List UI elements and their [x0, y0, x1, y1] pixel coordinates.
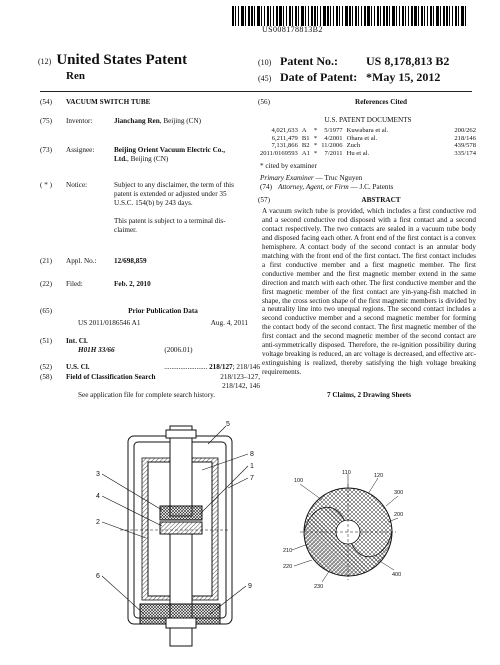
lower-flange — [166, 618, 196, 628]
assignee-line-1: Beijing Orient Vacuum Electric Co., — [114, 146, 225, 154]
abstract-field: (57) ABSTRACT — [258, 196, 478, 205]
reference-kind: A1 — [301, 149, 310, 157]
barcode-bar — [245, 6, 246, 26]
patent-date: *May 15, 2012 — [366, 70, 441, 84]
reference-name: Ohara et al. — [346, 134, 378, 142]
barcode-bar — [267, 6, 269, 26]
field-search: (58) Field of Classification Search 218/123–127, 218/142, 146 — [40, 373, 260, 390]
reference-name: Kuwabara et al. — [346, 127, 389, 134]
barcode-bar — [292, 6, 293, 26]
label-1: 1 — [250, 463, 254, 470]
reference-row — [258, 150, 478, 158]
date-code: (45) — [258, 74, 272, 83]
circle-label-230: 230 — [314, 584, 324, 590]
barcode-bar — [333, 6, 334, 26]
barcode-bar — [408, 6, 409, 26]
barcode-bar — [458, 6, 459, 26]
int-cl-class: H01H 33/66 — [78, 346, 115, 354]
int-cl-row — [78, 346, 248, 355]
barcode-bar — [402, 6, 404, 26]
circle-label-400: 400 — [392, 572, 402, 578]
prior-pub-field: (65) Prior Publication Data — [40, 307, 260, 316]
barcode-bar — [465, 6, 466, 26]
barcode-bar — [405, 6, 406, 26]
inventor-name: Jianchang Ren — [114, 117, 160, 125]
examiner-name: — Truc Nguyen — [315, 174, 363, 182]
inventor-surname: Ren — [66, 70, 85, 82]
barcode-bar — [364, 6, 366, 26]
patent-no-code: (10) — [258, 58, 272, 67]
reference-date: 4/2001 — [324, 134, 343, 142]
int-cl-field: (51) Int. Cl. — [40, 337, 88, 345]
barcode-bar — [238, 6, 239, 26]
barcode-bar — [455, 6, 457, 26]
reference-kind: B1 — [301, 134, 310, 142]
barcode-bar — [367, 6, 370, 26]
reference-row — [258, 135, 478, 143]
invention-title: VACUUM SWITCH TUBE — [66, 98, 151, 106]
patent-no-label: Patent No.: — [280, 54, 338, 68]
agent-name: — J.C. Patents — [350, 183, 394, 191]
int-cl-version: (2006.01) — [164, 346, 193, 354]
us-cl-value: 218/127 — [209, 363, 233, 371]
reference-row — [258, 142, 478, 150]
filed-field: (22) Filed: Feb. 2, 2010 — [40, 280, 260, 289]
reference-date: 5/1977 — [324, 127, 343, 134]
barcode-bar — [446, 6, 448, 26]
reference-kind: A — [301, 127, 307, 134]
references-table — [258, 127, 478, 157]
header-code: (12) — [38, 57, 52, 66]
barcode-bar — [261, 6, 262, 26]
barcode-bar — [276, 6, 278, 26]
barcode-bar — [461, 6, 464, 26]
vacuum-tube-drawing — [80, 418, 270, 658]
barcode-bar — [355, 6, 357, 26]
barcode-bar — [283, 6, 284, 26]
refs-field: (56) References Cited — [258, 98, 478, 107]
barcode-bar — [371, 6, 372, 26]
barcode-bar — [430, 6, 432, 26]
barcode-bar — [311, 6, 313, 26]
barcode-bar — [327, 6, 329, 26]
us-cl-field: (52) U.S. Cl. ........................ 218/127; 218/146 — [40, 363, 260, 371]
barcode-bar — [323, 6, 326, 26]
barcode-bar — [251, 6, 253, 26]
patent-header-right — [258, 54, 478, 86]
examiner-line: Primary Examiner — Truc Nguyen — [260, 174, 363, 182]
barcode-bar — [440, 6, 441, 26]
circle-label-300: 300 — [394, 490, 404, 496]
prior-pub-heading: Prior Publication Data — [128, 307, 198, 315]
barcode-bar — [345, 6, 348, 26]
label-9: 9 — [248, 583, 252, 590]
prior-pub-number: US 2011/0186546 A1 — [78, 319, 141, 327]
reference-number: 7,131,866 — [271, 142, 298, 150]
label-2: 2 — [96, 519, 100, 526]
barcode-bar — [424, 6, 425, 26]
circle-label-120: 120 — [374, 473, 384, 479]
assignee-field: (73) Assignee: Beijing Orient Vacuum Electric Co., Ltd., Beijing (CN) — [40, 146, 225, 163]
circle-label-200: 200 — [394, 512, 404, 518]
label-7: 7 — [250, 475, 254, 482]
barcode-bar — [418, 6, 419, 26]
barcode-bar — [383, 6, 385, 26]
barcode-bar — [377, 6, 379, 26]
claims-line: 7 Claims, 2 Drawing Sheets — [326, 391, 412, 399]
barcode-bar — [452, 6, 453, 26]
barcode-bar — [389, 6, 390, 26]
us-docs-heading: U.S. PATENT DOCUMENTS — [324, 116, 412, 124]
barcode-bar — [308, 6, 309, 26]
barcode-bar — [349, 6, 351, 26]
barcode-bar — [241, 6, 244, 26]
barcode-bar — [436, 6, 439, 26]
label-8: 8 — [250, 451, 254, 458]
upper-flange — [166, 430, 196, 438]
reference-number: 6,211,479 — [271, 134, 298, 142]
barcode-bar — [392, 6, 395, 26]
barcode-bar — [289, 6, 291, 26]
assignee-line-2: Ltd. — [114, 155, 127, 163]
reference-date: 7/2011 — [324, 149, 343, 157]
barcode-bar — [427, 6, 428, 26]
barcode-bar — [374, 6, 375, 26]
reference-star: * — [313, 127, 318, 134]
barcode-bar — [380, 6, 381, 26]
barcode-bar — [421, 6, 423, 26]
barcode — [232, 6, 468, 26]
barcode-bar — [301, 6, 304, 26]
barcode-bar — [270, 6, 271, 26]
patent-header-left — [38, 52, 187, 82]
barcode-bar — [336, 6, 338, 26]
barcode-bar — [414, 6, 417, 26]
barcode-bar — [286, 6, 287, 26]
barcode-bar — [248, 6, 250, 26]
barcode-bar — [232, 6, 234, 26]
abstract-text: A vacuum switch tube is provided, which includes a first conductive rod and a second conductive rod disposed with a first contact and a second contact respectively. The two contacts are sealed in a vacuum tube body and disposed facing each other. A front end of the first contact is a convex hemisphere. A contact body of the second contact is an annular body matching with the front end of the first contact. The first contact includes a first conductive member and a first magnetic member. The first conductive member and the first magnetic member extend in the same direction and match with each other. The first conductive member and the first magnetic member of the first contact are yin-yang-fish matched in shape, the cross section shape of the first magnetic members is divided by a neutrality line into two unequal regions. The second contact includes a second conductive member and a second magnetic member for forming the contact body of the second contact. The first magnetic member of the first contact and the second magnetic member of the second contact are anti-symmetrically disposed. Therefore, the re-ignition possibility during voltage breaking is reduced, an arc voltage is decreased, and effective arc-extinguishing is realized, thereby satisfying the high voltage breaking requirements. — [262, 207, 476, 377]
agent-line: (74) Attorney, Agent, or Firm — J.C. Patents — [260, 183, 394, 191]
reference-number: 4,021,633 — [271, 127, 298, 134]
application-number: 12/698,859 — [114, 257, 147, 265]
second-conductive-rod — [170, 534, 192, 646]
patent-title-heading: United States Patent — [56, 52, 188, 68]
inventor-field: (75) Inventor: Jianchang Ren, Beijing (CN) — [40, 117, 202, 125]
barcode-bar — [257, 6, 260, 26]
barcode-bar — [295, 6, 297, 26]
reference-date: 11/2006 — [321, 142, 343, 150]
barcode-bar — [342, 6, 343, 26]
publication-number: US008178813B2 — [262, 25, 323, 34]
label-3: 3 — [96, 471, 100, 478]
prior-pub-row — [78, 319, 248, 328]
header-divider — [40, 91, 472, 92]
barcode-bar — [352, 6, 353, 26]
barcode-bar — [279, 6, 282, 26]
barcode-bar — [396, 6, 397, 26]
reference-class: 439/578 — [454, 142, 476, 150]
reference-name: Zuch — [346, 142, 361, 150]
barcode-bar — [443, 6, 445, 26]
refs-heading: References Cited — [355, 98, 407, 106]
reference-star: * — [313, 149, 318, 157]
barcode-bar — [411, 6, 413, 26]
barcode-bar — [314, 6, 316, 26]
barcode-bar — [273, 6, 274, 26]
barcode-bar — [305, 6, 306, 26]
patent-number: US 8,178,813 B2 — [366, 54, 450, 68]
abstract-heading: ABSTRACT — [361, 196, 401, 204]
barcode-bar — [264, 6, 265, 26]
reference-class: 218/146 — [454, 134, 476, 142]
first-contact — [160, 506, 202, 520]
contact-section-drawing — [282, 470, 412, 590]
circle-label-220: 220 — [283, 564, 293, 570]
barcode-bar — [358, 6, 359, 26]
reference-row — [258, 127, 478, 135]
barcode-bar — [339, 6, 340, 26]
see-application-note: See application file for complete search history. — [78, 391, 216, 399]
cited-by-note: * cited by examiner — [260, 162, 317, 170]
barcode-bar — [330, 6, 331, 26]
label-4: 4 — [96, 493, 100, 500]
circle-label-110: 110 — [342, 470, 351, 476]
title-field: (54) VACUUM SWITCH TUBE — [40, 98, 240, 107]
first-conductive-rod — [170, 426, 192, 516]
filing-date: Feb. 2, 2010 — [114, 280, 151, 288]
reference-class: 335/174 — [454, 149, 476, 157]
prior-pub-date: Aug. 4, 2011 — [210, 319, 248, 327]
reference-kind: B2 — [301, 142, 310, 150]
reference-name: Hu et al. — [346, 149, 370, 157]
barcode-bar — [399, 6, 400, 26]
label-6: 6 — [96, 573, 100, 580]
reference-star: * — [313, 134, 318, 142]
reference-class: 200/262 — [454, 127, 476, 134]
reference-star: * — [313, 142, 318, 150]
barcode-bar — [361, 6, 362, 26]
barcode-bar — [433, 6, 434, 26]
barcode-bar — [235, 6, 236, 26]
barcode-bar — [317, 6, 318, 26]
barcode-bar — [386, 6, 388, 26]
reference-number: 2011/0169593 — [260, 149, 298, 157]
date-label: Date of Patent: — [280, 70, 358, 84]
label-5: 5 — [226, 421, 230, 428]
circle-label-100: 100 — [294, 478, 304, 484]
barcode-bar — [320, 6, 321, 26]
second-contact — [160, 522, 202, 534]
appl-no-field: (21) Appl. No.: 12/698,859 — [40, 257, 260, 266]
barcode-bar — [449, 6, 450, 26]
circle-label-210: 210 — [283, 548, 293, 554]
notice-field: ( * ) Notice: Subject to any disclaimer, the term of this patent is extended or adjusted under 35 U.S.C. 154(b) by 243 days. This patent is subject to a terminal dis- claimer. — [40, 181, 234, 234]
barcode-bar — [298, 6, 299, 26]
barcode-bar — [254, 6, 255, 26]
